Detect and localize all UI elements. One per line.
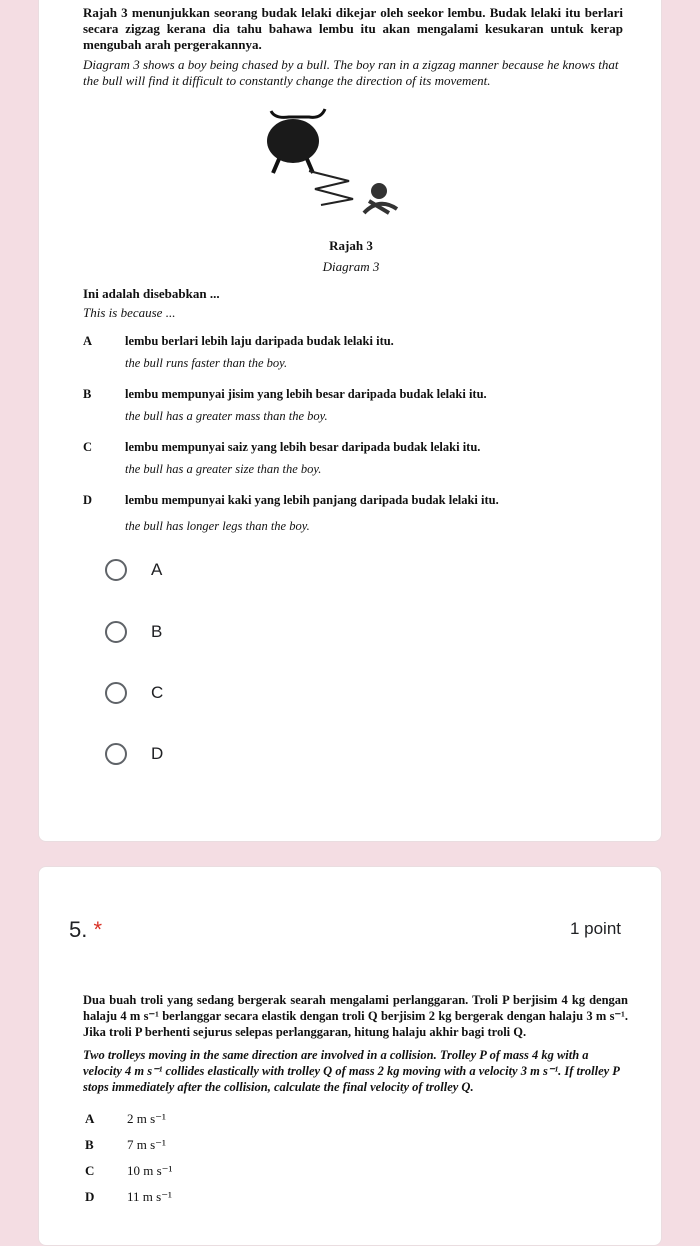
statement-malay: lembu berlari lebih laju daripada budak lelaki itu.: [125, 334, 394, 348]
question-5-card: [38, 866, 662, 1246]
statement-english: the bull runs faster than the boy.: [125, 356, 288, 370]
statement-english: the bull has a greater mass than the boy.: [125, 409, 328, 423]
radio-circle[interactable]: [105, 621, 127, 643]
bull-boy-diagram: [249, 101, 419, 236]
radio-circle[interactable]: [105, 559, 127, 581]
stem-malay: Ini adalah disebabkan ...: [83, 286, 220, 301]
answer-value: 2 m s⁻¹: [127, 1111, 166, 1126]
answer-letter: B: [85, 1137, 94, 1152]
statement-letter: B: [83, 387, 92, 401]
intro-english: Diagram 3 shows a boy being chased by a bull. The boy ran in a zigzag manner because he knows that the bull will find it difficult to constantly change the direction of its movement.: [83, 57, 619, 88]
statement-d: [83, 492, 643, 534]
radio-label[interactable]: D: [151, 744, 164, 763]
diagram-label-malay: Rajah 3: [329, 238, 373, 253]
question-title: [69, 917, 102, 943]
statement-malay: lembu mempunyai saiz yang lebih besar daripada budak lelaki itu.: [125, 440, 481, 454]
statement-english: the bull has a greater size than the boy.: [125, 462, 322, 476]
radio-label[interactable]: C: [151, 683, 164, 702]
radio-label[interactable]: B: [151, 622, 163, 641]
answer-letter: A: [85, 1111, 95, 1126]
answer-b: [85, 1137, 166, 1153]
answer-d: [85, 1189, 172, 1205]
stem-english: This is because ...: [83, 305, 176, 320]
statement-malay: lembu mempunyai jisim yang lebih besar daripada budak lelaki itu.: [125, 387, 487, 401]
points-label: 1 point: [569, 919, 621, 938]
statement-c: [83, 439, 643, 477]
radio-option-a[interactable]: [105, 559, 162, 581]
answer-letter: C: [85, 1163, 95, 1178]
answer-letter: D: [85, 1189, 95, 1204]
statement-letter: C: [83, 440, 93, 454]
radio-label[interactable]: A: [151, 560, 163, 579]
answer-value: 11 m s⁻¹: [127, 1189, 172, 1204]
radio-circle[interactable]: [105, 682, 127, 704]
diagram-label-english: Diagram 3: [322, 259, 380, 274]
intro-malay: Rajah 3 menunjukkan seorang budak lelaki dikejar oleh seekor lembu. Budak lelaki itu berlari secara zigzag kerana dia tahu bahawa lembu itu akan mengalami kesukaran untuk kerap mengubah arah pergerakannya.: [83, 5, 623, 52]
radio-option-b[interactable]: [105, 621, 162, 643]
radio-option-c[interactable]: [105, 682, 163, 704]
statement-english: the bull has longer legs than the boy.: [125, 519, 310, 533]
statement-a: [83, 333, 643, 371]
question-number: 5.: [69, 917, 88, 942]
question-4-card: [38, 0, 662, 842]
required-asterisk: *: [93, 917, 103, 942]
statement-b: [83, 386, 643, 424]
statement-letter: D: [83, 493, 93, 507]
question-english: Two trolleys moving in the same direction are involved in a collision. Trolley P of mass 4 kg with a velocity 4 m s⁻¹ collides elastically with trolley Q of mass 2 kg moving with a velocity 3 m s⁻¹. If trolley P stops immediately after the collision, calculate the final velocity of trolley Q.: [83, 1048, 620, 1094]
statement-malay: lembu mempunyai kaki yang lebih panjang daripada budak lelaki itu.: [125, 493, 499, 507]
answer-c: [85, 1163, 172, 1179]
statement-letter: A: [83, 334, 93, 348]
radio-option-d[interactable]: [105, 743, 163, 765]
radio-circle[interactable]: [105, 743, 127, 765]
answer-value: 7 m s⁻¹: [127, 1137, 166, 1152]
question-malay: Dua buah troli yang sedang bergerak searah mengalami perlanggaran. Troli P berjisim 4 kg dengan halaju 4 m s⁻¹ berlanggar secara elastik dengan troli Q berjisim 2 kg bergerak dengan halaju 3 m s⁻¹. Jika troli P berhenti sejurus selepas perlanggaran, hitung halaju akhir bagi troli Q.: [83, 993, 628, 1039]
answer-a: [85, 1111, 166, 1127]
answer-value: 10 m s⁻¹: [127, 1163, 173, 1178]
